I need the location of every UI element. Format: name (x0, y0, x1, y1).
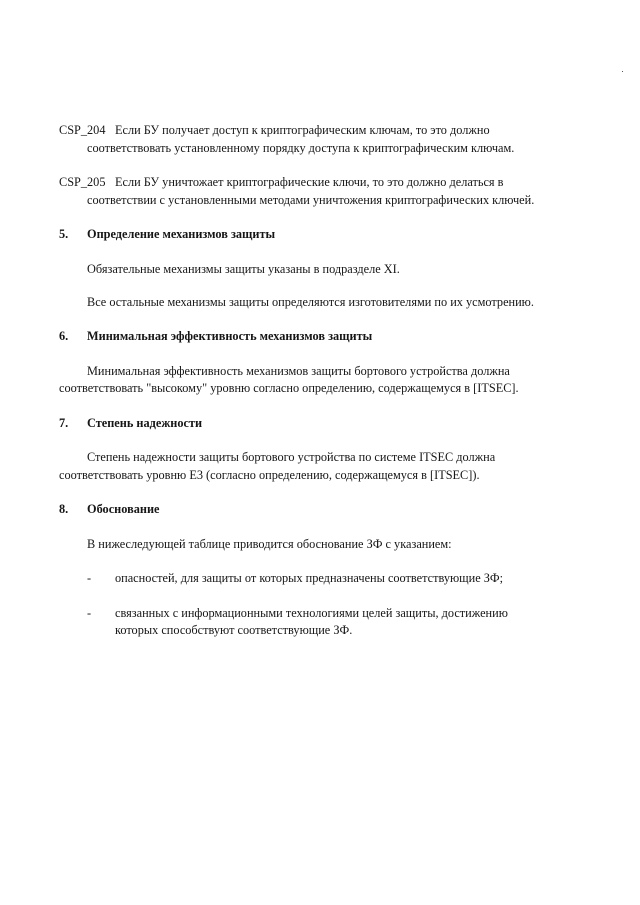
requirement-text-line: соответствовать установленному порядку доступа к криптографическим ключам. (87, 141, 515, 155)
list-item-text: опасностей, для защиты от которых предназначены соответствующие ЗФ; (115, 571, 504, 585)
scan-speck (622, 71, 623, 72)
paragraph-line: Степень надежности защиты бортового устройства по системе ITSEC должна (87, 450, 496, 464)
requirement-id: CSP_205 (59, 175, 106, 189)
paragraph-line: соответствовать уровню Е3 (согласно определению, содержащемуся в [ITSEC]). (59, 468, 480, 482)
paragraph: В нижеследующей таблице приводится обоснование ЗФ с указанием: (87, 537, 452, 551)
list-bullet-dash: - (87, 571, 92, 585)
section-number: 8. (59, 502, 69, 516)
paragraph-line: Минимальная эффективность механизмов защиты бортового устройства должна (87, 364, 510, 378)
section-number: 5. (59, 227, 69, 241)
list-bullet-dash: - (87, 606, 92, 620)
section-heading: Определение механизмов защиты (87, 227, 276, 241)
list-item-text: которых способствуют соответствующие ЗФ. (115, 623, 353, 637)
section-heading: Минимальная эффективность механизмов защиты (87, 329, 373, 343)
paragraph: Обязательные механизмы защиты указаны в подразделе XI. (87, 262, 400, 276)
requirement-text-line: Если БУ получает доступ к криптографическим ключам, то это должно (115, 123, 490, 137)
section-heading: Степень надежности (87, 416, 203, 430)
paragraph: Все остальные механизмы защиты определяются изготовителями по их усмотрению. (87, 295, 534, 309)
requirement-text-line: Если БУ уничтожает криптографические ключи, то это должно делаться в (115, 175, 504, 189)
requirement-csp-204 (59, 123, 490, 138)
requirement-id: CSP_204 (59, 123, 106, 137)
requirement-csp-205 (59, 175, 503, 190)
requirement-text-line: соответствии с установленными методами уничтожения криптографических ключей. (87, 193, 535, 207)
section-number: 6. (59, 329, 69, 343)
section-heading: Обоснование (87, 502, 160, 516)
section-number: 7. (59, 416, 69, 430)
paragraph-line: соответствовать "высокому" уровню согласно определению, содержащемуся в [ITSEC]. (59, 381, 519, 395)
list-item-text: связанных с информационными технологиями целей защиты, достижению (115, 606, 508, 620)
